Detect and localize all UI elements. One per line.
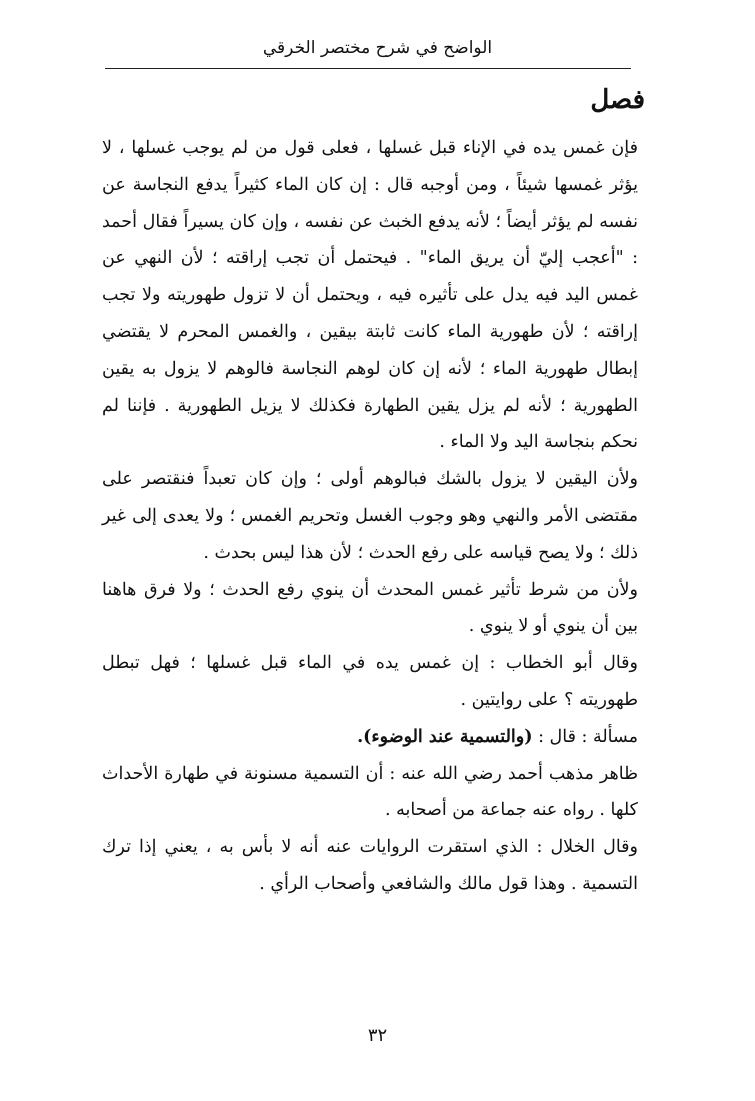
paragraph-4: وقال أبو الخطاب : إن غمس يده في الماء قبل غسلها ؛ فهل تبطل طهوريته ؟ على روايتين .: [102, 653, 638, 710]
masala-line: [102, 719, 638, 756]
masala-prefix: مسألة : قال :: [532, 726, 638, 747]
paragraph-6: وقال الخلال : الذي استقرت الروايات عنه أنه لا بأس به ، يعني إذا ترك التسمية . وهذا قول مالك والشافعي وأصحاب الرأي .: [102, 837, 638, 894]
header-divider: [105, 68, 631, 69]
masala-quote: (والتسمية عند الوضوء).: [357, 726, 533, 747]
page-number: ٣٢: [367, 1025, 388, 1046]
running-header-title: الواضح في شرح مختصر الخرقي: [262, 38, 493, 58]
paragraph-1: فإن غمس يده في الإناء قبل غسلها ، فعلى قول من لم يوجب غسلها ، لا يؤثر غمسها شيئاً ، ومن أوجبه قال : إن كان الماء كثيراً يدفع النجاسة عن نفسه لم يؤثر أيضاً ؛ لأنه يدفع الخبث عن نفسه ، وإن كان يسيراً فقال أحمد : "أعجب إليّ أن يريق الماء" . فيحتمل أن تجب إراقته ؛ لأن النهي عن غمس اليد فيه يدل على تأثيره فيه ، ويحتمل أن لا تزول طهوريته ولا تجب إراقته ؛ لأن طهورية الماء كانت ثابتة بيقين ، والغمس المحرم لا يقتضي إبطال طهورية الماء ؛ لأنه إن كان لوهم النجاسة فالوهم لا يزول به يقين الطهورية ؛ لأنه لم يزل يقين الطهارة فكذلك لا يزيل الطهورية . فإننا لم نحكم بنجاسة اليد ولا الماء .: [102, 138, 638, 453]
paragraph-5: ظاهر مذهب أحمد رضي الله عنه : أن التسمية مسنونة في طهارة الأحداث كلها . رواه عنه جماعة من أصحابه .: [102, 763, 638, 821]
paragraph-3: ولأن من شرط تأثير غمس المحدث أن ينوي رفع الحدث ؛ ولا فرق هاهنا بين أن ينوي أو لا ينوي .: [102, 579, 638, 637]
section-heading: فصل: [590, 85, 645, 115]
paragraph-2: ولأن اليقين لا يزول بالشك فبالوهم أولى ؛ وإن كان تعبداً فنقتصر على مقتضى الأمر والنهي وهو وجوب الغسل وتحريم الغمس ؛ ولا يعدى إلى غير ذلك ؛ ولا يصح قياسه على رفع الحدث ؛ لأن هذا ليس بحدث .: [102, 469, 638, 563]
body-text: [102, 130, 638, 903]
